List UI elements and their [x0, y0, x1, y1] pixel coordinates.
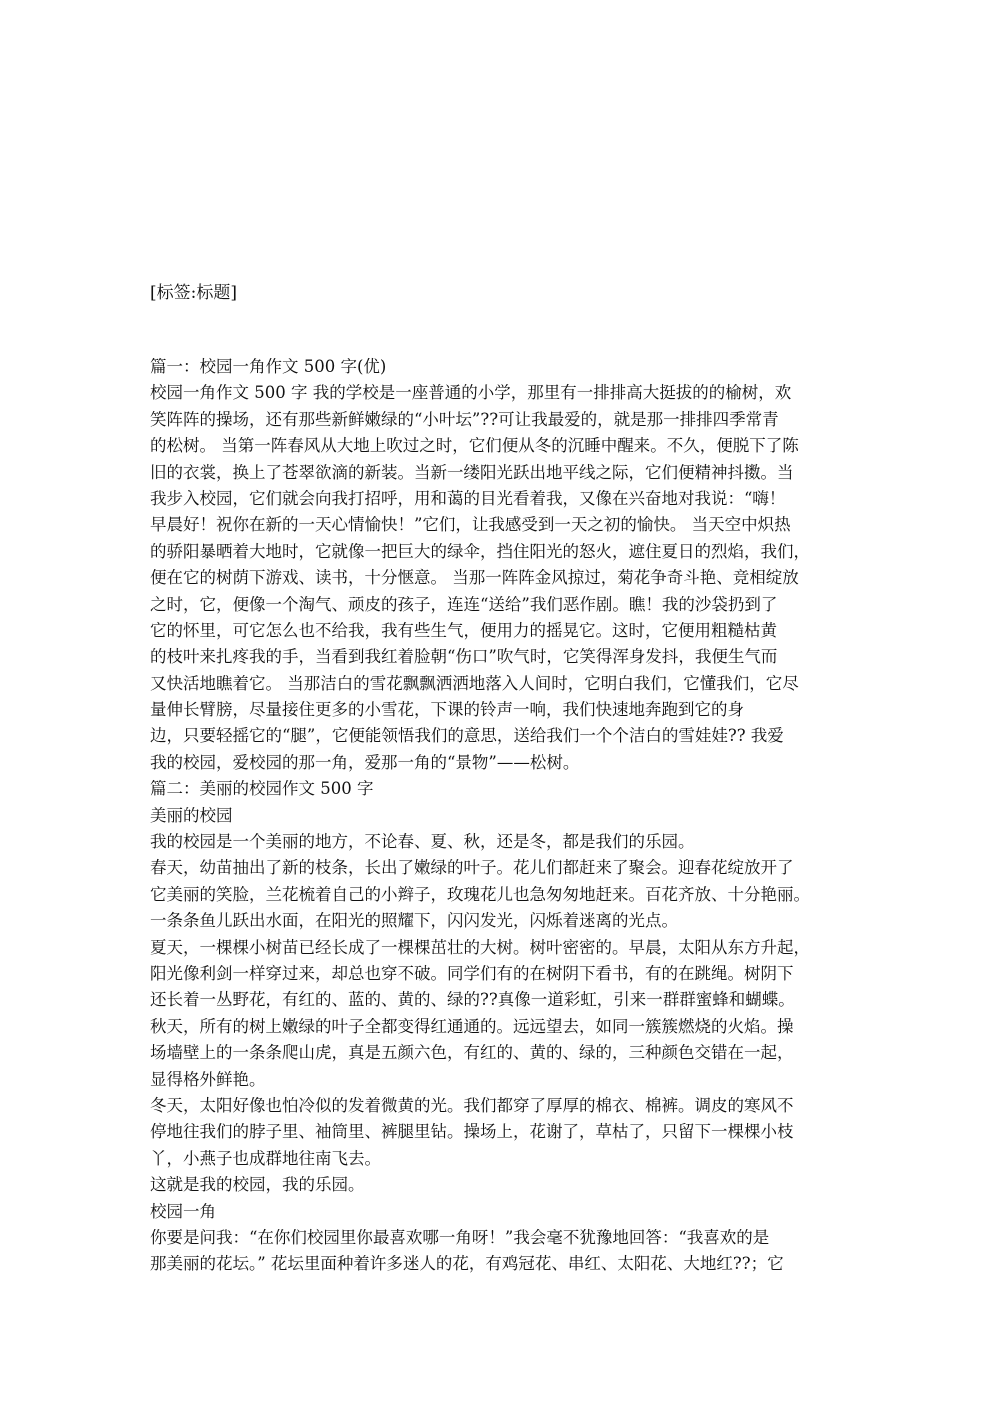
text-line: 篇二：美丽的校园作文 500 字	[150, 779, 374, 799]
text-line: 边，只要轻摇它的“腿”，它便能领悟我们的意思，送给我们一个个洁白的雪娃娃?? 我爱	[150, 726, 784, 746]
text-line: 旧的衣裳，换上了苍翠欲滴的新装。当新一缕阳光跃出地平线之际，它们便精神抖擞。当	[150, 462, 794, 482]
text-line: 美丽的校园	[150, 805, 233, 825]
text-line: 阳光像利剑一样穿过来，却总也穿不破。同学们有的在树阴下看书，有的在跳绳。树阴下	[150, 963, 794, 983]
text-line: 笑阵阵的操场，还有那些新鲜嫩绿的“小叶坛”??可让我最爱的，就是那一排排四季常青	[150, 409, 779, 429]
text-line: 早晨好！祝你在新的一天心情愉快！”它们，让我感受到一天之初的愉快。 当天空中炽热	[150, 515, 791, 535]
text-line: 一条条鱼儿跃出水面，在阳光的照耀下，闪闪发光，闪烁着迷离的光点。	[150, 911, 678, 931]
tag-label: [标签:标题]	[150, 283, 237, 303]
text-line: 夏天，一棵棵小树苗已经长成了一棵棵茁壮的大树。树叶密密的。早晨，太阳从东方升起，	[150, 937, 810, 957]
text-line: 篇一：校园一角作文 500 字(优)	[150, 357, 387, 376]
text-line: 它的怀里，可它怎么也不给我，我有些生气，便用力的摇晃它。这时，它便用粗糙枯黄	[150, 620, 777, 640]
text-line: 它美丽的笑脸，兰花梳着自己的小辫子，玫瑰花儿也急匆匆地赶来。百花齐放、十分艳丽。	[150, 884, 810, 904]
text-line: 丫，小燕子也成群地往南飞去。	[150, 1148, 381, 1168]
text-line: 之时，它，便像一个淘气、顽皮的孩子，连连“送给”我们恶作剧。瞧！我的沙袋扔到了	[150, 594, 778, 614]
text-line: 秋天，所有的树上嫩绿的叶子全都变得红通通的。远远望去，如同一簇簇燃烧的火焰。操	[150, 1016, 794, 1036]
text-line: 我的校园是一个美丽的地方，不论春、夏、秋，还是冬，都是我们的乐园。	[150, 832, 695, 852]
text-line: 我的校园，爱校园的那一角，爱那一角的“景物”——松树。	[150, 752, 580, 772]
text-line: 还长着一丛野花，有红的、蓝的、黄的、绿的??真像一道彩虹，引来一群群蜜蜂和蝴蝶。	[150, 990, 795, 1010]
text-line: 量伸长臂膀，尽量接住更多的小雪花，下课的铃声一响，我们快速地奔跑到它的身	[150, 700, 744, 720]
text-line: 的骄阳暴晒着大地时，它就像一把巨大的绿伞，挡住阳光的怒火，遮住夏日的烈焰，我们，	[150, 541, 810, 561]
text-line: 又快活地瞧着它。 当那洁白的雪花飘飘洒洒地落入人间时，它明白我们，它懂我们，它尽	[150, 673, 799, 693]
text-line: 我步入校园，它们就会向我打招呼，用和蔼的目光看着我，又像在兴奋地对我说：“嗨！	[150, 488, 786, 508]
text-line: 场墙壁上的一条条爬山虎，真是五颜六色，有红的、黄的、绿的，三种颜色交错在一起，	[150, 1043, 794, 1063]
text-line: 这就是我的校园，我的乐园。	[150, 1175, 365, 1195]
text-line: 你要是问我：“在你们校园里你最喜欢哪一角呀！”我会毫不犹豫地回答：“我喜欢的是	[150, 1227, 770, 1247]
text-line: 显得格外鲜艳。	[150, 1069, 266, 1089]
text-line: 停地往我们的脖子里、袖筒里、裤腿里钻。操场上，花谢了，草枯了，只留下一棵棵小枝	[150, 1122, 794, 1142]
text-line: 那美丽的花坛。” 花坛里面种着许多迷人的花，有鸡冠花、串红、太阳花、大地红??；它	[150, 1254, 784, 1274]
text-line: 春天，幼苗抽出了新的枝条，长出了嫩绿的叶子。花儿们都赶来了聚会。迎春花绽放开了	[150, 858, 794, 878]
text-line: 的松树。 当第一阵春风从大地上吹过之时，它们便从冬的沉睡中醒来。不久，便脱下了陈	[150, 436, 799, 456]
text-line: 冬天，太阳好像也怕冷似的发着微黄的光。我们都穿了厚厚的棉衣、棉裤。调皮的寒风不	[150, 1095, 794, 1115]
text-line: 的枝叶来扎疼我的手，当看到我红着脸朝“伤口”吹气时，它笑得浑身发抖，我便生气而	[150, 647, 778, 667]
text-line: 便在它的树荫下游戏、读书，十分惬意。 当那一阵阵金风掠过，菊花争奇斗艳、竞相绽放	[150, 568, 799, 588]
text-line: 校园一角作文 500 字 我的学校是一座普通的小学，那里有一排排高大挺拔的的榆树，欢	[150, 383, 792, 403]
text-line: 校园一角	[150, 1201, 216, 1221]
document-body	[150, 354, 850, 1278]
